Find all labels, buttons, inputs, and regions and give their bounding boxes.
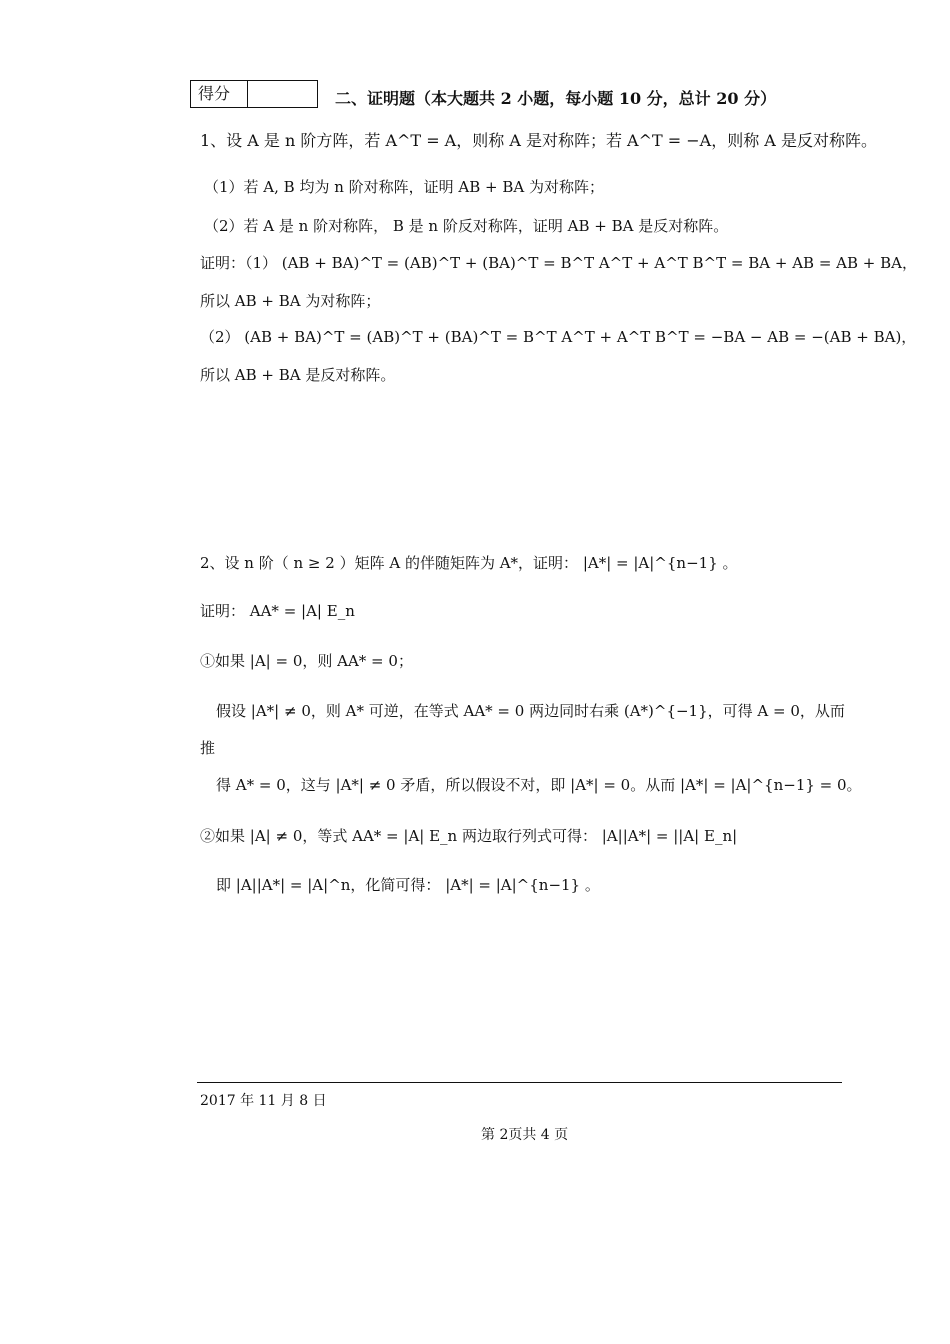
proof-2-case-1: ①如果 |A| = 0，则 AA* = 0； bbox=[200, 652, 413, 670]
footer-date: 2017 年 11 月 8 日 bbox=[200, 1093, 327, 1109]
section-title: 二、证明题（本大题共 2 小题，每小题 10 分，总计 20 分） bbox=[335, 89, 777, 108]
proof-1-line-1: 证明：（1） (AB + BA)^T = (AB)^T + (BA)^T = B^T A^T + A^T B^T = BA + AB = AB + BA， bbox=[200, 254, 917, 272]
problem-1-statement: 1、设 A 是 n 阶方阵，若 A^T = A，则称 A 是对称阵；若 A^T = −A，则称 A 是反对称阵。 bbox=[200, 131, 877, 150]
proof-2-case-2: ②如果 |A| ≠ 0，等式 AA* = |A| E_n 两边取行列式可得： |A||A*| = ||A| E_n| bbox=[200, 827, 738, 845]
problem-1-part-2: （2）若 A 是 n 阶对称阵， B 是 n 阶反对称阵，证明 AB + BA 是反对称阵。 bbox=[204, 217, 729, 235]
score-label: 得分 bbox=[191, 81, 248, 107]
proof-2-result: 即 |A||A*| = |A|^n，化简可得： |A*| = |A|^{n−1} 。 bbox=[216, 876, 600, 894]
proof-2-assumption: 假设 |A*| ≠ 0，则 A* 可逆，在等式 AA* = 0 两边同时右乘 (A*)^{−1}，可得 A = 0，从而 bbox=[216, 702, 845, 720]
page-number: 第 2页共 4 页 bbox=[481, 1127, 569, 1143]
problem-2-statement: 2、设 n 阶（ n ≥ 2 ）矩阵 A 的伴随矩阵为 A*，证明： |A*| = |A|^{n−1} 。 bbox=[200, 554, 738, 572]
proof-2-wrap: 推 bbox=[200, 739, 216, 757]
proof-2-start: 证明： AA* = |A| E_n bbox=[200, 602, 355, 620]
score-box bbox=[190, 80, 318, 108]
problem-1-part-1: （1）若 A, B 均为 n 阶对称阵，证明 AB + BA 为对称阵； bbox=[204, 178, 605, 196]
proof-2-contradiction: 得 A* = 0，这与 |A*| ≠ 0 矛盾，所以假设不对，即 |A*| = 0。从而 |A*| = |A|^{n−1} = 0。 bbox=[216, 776, 862, 794]
proof-1-conclusion-1: 所以 AB + BA 为对称阵； bbox=[200, 292, 381, 310]
proof-1-line-2: （2） (AB + BA)^T = (AB)^T + (BA)^T = B^T A^T + A^T B^T = −BA − AB = −(AB + BA)， bbox=[200, 328, 917, 346]
proof-1-conclusion-2: 所以 AB + BA 是反对称阵。 bbox=[200, 366, 396, 384]
footer-divider bbox=[197, 1082, 842, 1083]
